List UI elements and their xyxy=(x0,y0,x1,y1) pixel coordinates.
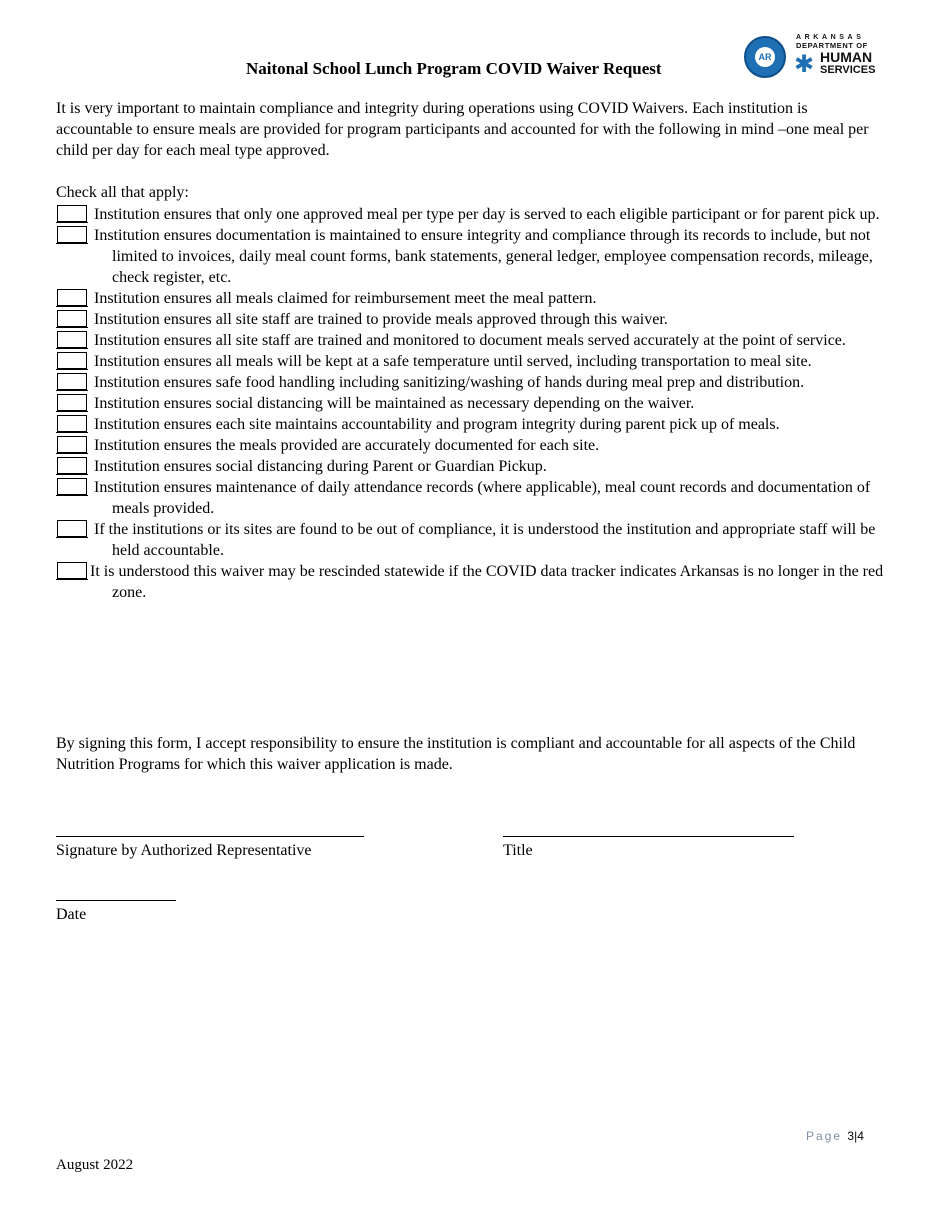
checklist-item xyxy=(56,225,896,288)
checklist xyxy=(56,204,896,603)
checkbox[interactable] xyxy=(57,289,87,306)
checklist-item-text: Institution ensures social distancing will be maintained as necessary depending on the waiver. xyxy=(94,395,695,412)
check-all-label: Check all that apply: xyxy=(56,184,189,201)
checklist-item-text: Institution ensures all meals claimed for reimbursement meet the meal pattern. xyxy=(94,290,597,307)
checkbox[interactable] xyxy=(57,436,87,453)
checklist-item-text: If the institutions or its sites are found to be out of compliance, it is understood the institution and appropriate staff will be held accountable. xyxy=(94,521,876,559)
checklist-item xyxy=(56,393,896,414)
arkansas-seal-icon xyxy=(744,36,786,78)
checklist-item-text: Institution ensures social distancing during Parent or Guardian Pickup. xyxy=(94,458,547,475)
checklist-item xyxy=(56,204,896,225)
star-icon: ✱ xyxy=(794,50,815,78)
checklist-item xyxy=(56,435,896,456)
checkbox[interactable] xyxy=(57,310,87,327)
checklist-item-text: Institution ensures documentation is maintained to ensure integrity and compliance through its records to include, but not limited to invoices, daily meal count forms, bank statements, general ledger, employee compensation records, mileage, check register, etc. xyxy=(94,227,873,286)
signature-line[interactable] xyxy=(56,836,364,837)
intro-paragraph: It is very important to maintain compliance and integrity during operations using COVID Waivers. Each institution is accountable to ensure meals are provided for program participants and accounted for with the following in mind –one meal per child per day for each meal type approved. xyxy=(56,100,869,159)
date-label: Date xyxy=(56,906,87,923)
page-title: Naitonal School Lunch Program COVID Waiver Request xyxy=(246,59,662,78)
checkbox[interactable] xyxy=(57,394,87,411)
logo-line-4: SERVICES xyxy=(820,64,876,76)
checklist-item-text: Institution ensures the meals provided are accurately documented for each site. xyxy=(94,437,600,454)
logo-line-3: HUMAN xyxy=(820,49,873,65)
page-word: Page xyxy=(806,1129,843,1143)
page-current: 3 xyxy=(847,1129,855,1143)
checklist-item xyxy=(56,288,896,309)
title-line[interactable] xyxy=(503,836,794,837)
checkbox[interactable] xyxy=(57,520,87,537)
checklist-item-text: Institution ensures safe food handling including sanitizing/washing of hands during meal prep and distribution. xyxy=(94,374,805,391)
page-total: 4 xyxy=(857,1129,864,1143)
checkbox[interactable] xyxy=(57,415,87,432)
checkbox[interactable] xyxy=(57,331,87,348)
checklist-item-text: Institution ensures that only one approved meal per type per day is served to each eligible participant or for parent pick up. xyxy=(94,206,880,223)
checklist-item xyxy=(56,309,896,330)
checkbox[interactable] xyxy=(57,562,87,579)
checklist-item-text: Institution ensures each site maintains accountability and program integrity during parent pick up of meals. xyxy=(94,416,780,433)
checklist-item-text: Institution ensures maintenance of daily attendance records (where applicable), meal count records and documentation of meals provided. xyxy=(94,479,871,517)
checklist-item xyxy=(56,372,896,393)
checklist-item-text: Institution ensures all meals will be kept at a safe temperature until served, including transportation to meal site. xyxy=(94,353,812,370)
checklist-item xyxy=(56,519,896,561)
checklist-item xyxy=(56,561,896,603)
title-label: Title xyxy=(503,842,533,859)
checkbox[interactable] xyxy=(57,352,87,369)
checkbox[interactable] xyxy=(57,226,87,243)
checklist-item-text: Institution ensures all site staff are trained and monitored to document meals served accurately at the point of service. xyxy=(94,332,846,349)
signing-statement: By signing this form, I accept responsibility to ensure the institution is compliant and accountable for all aspects of the Child Nutrition Programs for which this waiver application is made. xyxy=(56,735,856,773)
checklist-item xyxy=(56,456,896,477)
checklist-item xyxy=(56,477,896,519)
checklist-item xyxy=(56,330,896,351)
logo-line-2: DEPARTMENT OF xyxy=(796,41,868,50)
seal-text: AR xyxy=(755,47,775,67)
checkbox[interactable] xyxy=(57,205,87,222)
checklist-item-text: Institution ensures all site staff are trained to provide meals approved through this waiver. xyxy=(94,311,668,328)
page-number: Page 3|4 xyxy=(806,1129,864,1143)
footer-date: August 2022 xyxy=(56,1157,134,1173)
checklist-item xyxy=(56,414,896,435)
checkbox[interactable] xyxy=(57,478,87,495)
checkbox[interactable] xyxy=(57,373,87,390)
checklist-item-text: It is understood this waiver may be rescinded statewide if the COVID data tracker indicates Arkansas is no longer in the red zone. xyxy=(90,563,884,601)
dhs-logo xyxy=(744,34,884,80)
checklist-item xyxy=(56,351,896,372)
logo-line-1: ARKANSAS xyxy=(796,34,865,41)
checkbox[interactable] xyxy=(57,457,87,474)
signature-label: Signature by Authorized Representative xyxy=(56,842,312,859)
date-line[interactable] xyxy=(56,900,176,901)
